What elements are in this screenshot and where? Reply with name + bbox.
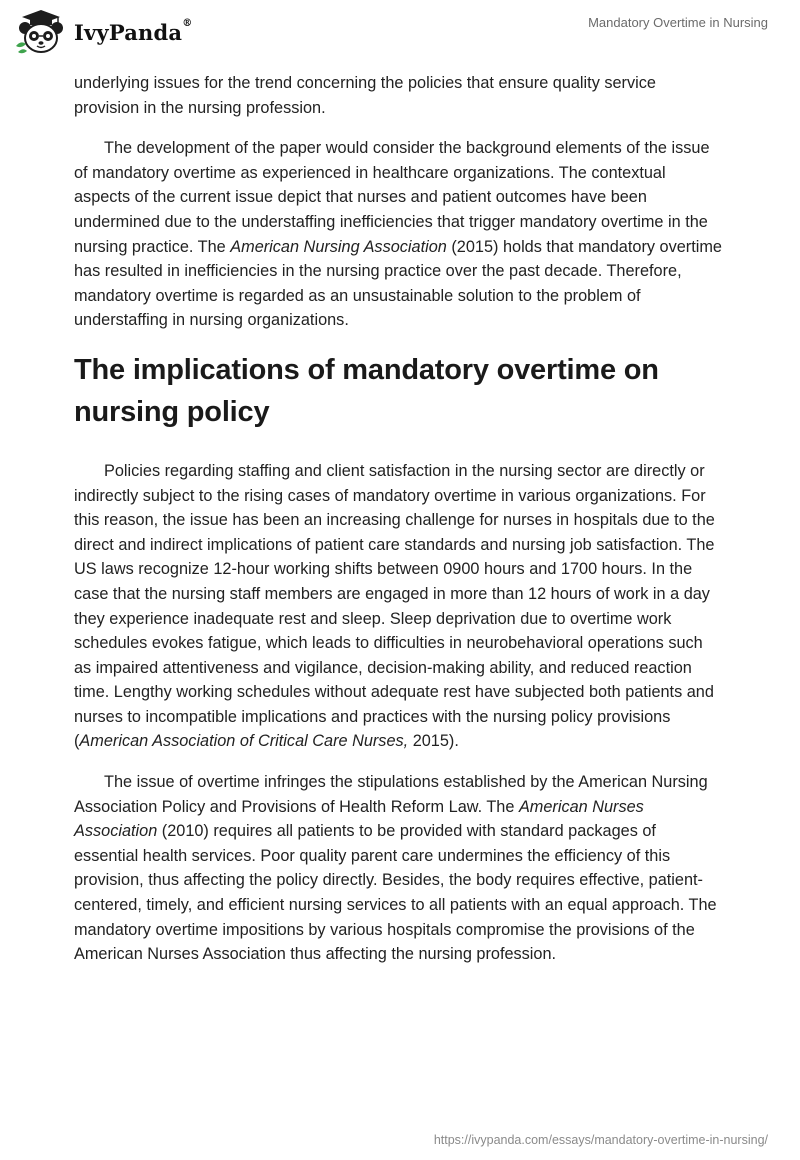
logo[interactable] (12, 8, 192, 56)
citation: American Nursing Association (230, 237, 447, 256)
footer-url[interactable]: https://ivypanda.com/essays/mandatory-overtime-in-nursing/ (433, 1133, 768, 1147)
registered-mark: ® (182, 17, 193, 29)
article-body (74, 71, 724, 983)
paragraph: The development of the paper would consider the background elements of the issue of mandatory overtime as experienced in healthcare organizations. The contextual aspects of the current issue depict that nurses and patient outcomes have been undermined due to the understaffing inefficiencies that trigger mandatory overtime in the nursing practice. The American Nursing Association (2015) holds that mandatory overtime has resulted in inefficiencies in the nursing practice over the past decade. Therefore, mandatory overtime is regarded as an unsustainable solution to the problem of understaffing in nursing organizations. (74, 139, 722, 330)
page-header (0, 0, 800, 64)
paragraph: Policies regarding staffing and client satisfaction in the nursing sector are directly or indirectly subject to the rising cases of mandatory overtime in various organizations. For this reason, the issue has been an increasing challenge for nurses in hospitals due to the direct and indirect implications of patient care standards and nursing job satisfaction. The US laws recognize 12-hour working shifts between 0900 hours and 1700 hours. In the case that the nursing staff members are engaged in more than 12 hours of work in a day they experience inadequate rest and sleep. Sleep deprivation due to overtime work schedules evokes fatigue, which leads to difficulties in neurobehavioral operations such as impaired attentiveness and vigilance, decision-making ability, and reduced reaction time. Lengthy working schedules without adequate rest have subjected both patients and nurses to incompatible implications and practices with the nursing policy provisions (American Association of Critical Care Nurses, 2015). (74, 461, 715, 751)
logo-text: IvyPanda® (74, 17, 193, 45)
paragraph: The issue of overtime infringes the stipulations established by the American Nursing Association Policy and Provisions of Health Reform Law. The American Nurses Association (2010) requires all patients to be provided with standard packages of essential health services. Poor quality parent care undermines the efficiency of this provision, thus affecting the policy directly. Besides, the body requires effective, patient-centered, timely, and efficient nursing services to all patients with an equal approach. The mandatory overtime impositions by various hospitals compromise the provisions of the American Nurses Association thus affecting the nursing profession. (74, 773, 717, 964)
running-title: Mandatory Overtime in Nursing (588, 15, 768, 30)
section-heading: The implications of mandatory overtime on nursing policy (74, 353, 659, 428)
citation: American Nurses Association (74, 797, 644, 841)
citation: American Association of Critical Care Nurses, (79, 732, 409, 751)
panda-logo-icon (12, 8, 70, 56)
paragraph: underlying issues for the trend concerning the policies that ensure quality service provision in the nursing profession. (74, 74, 656, 117)
